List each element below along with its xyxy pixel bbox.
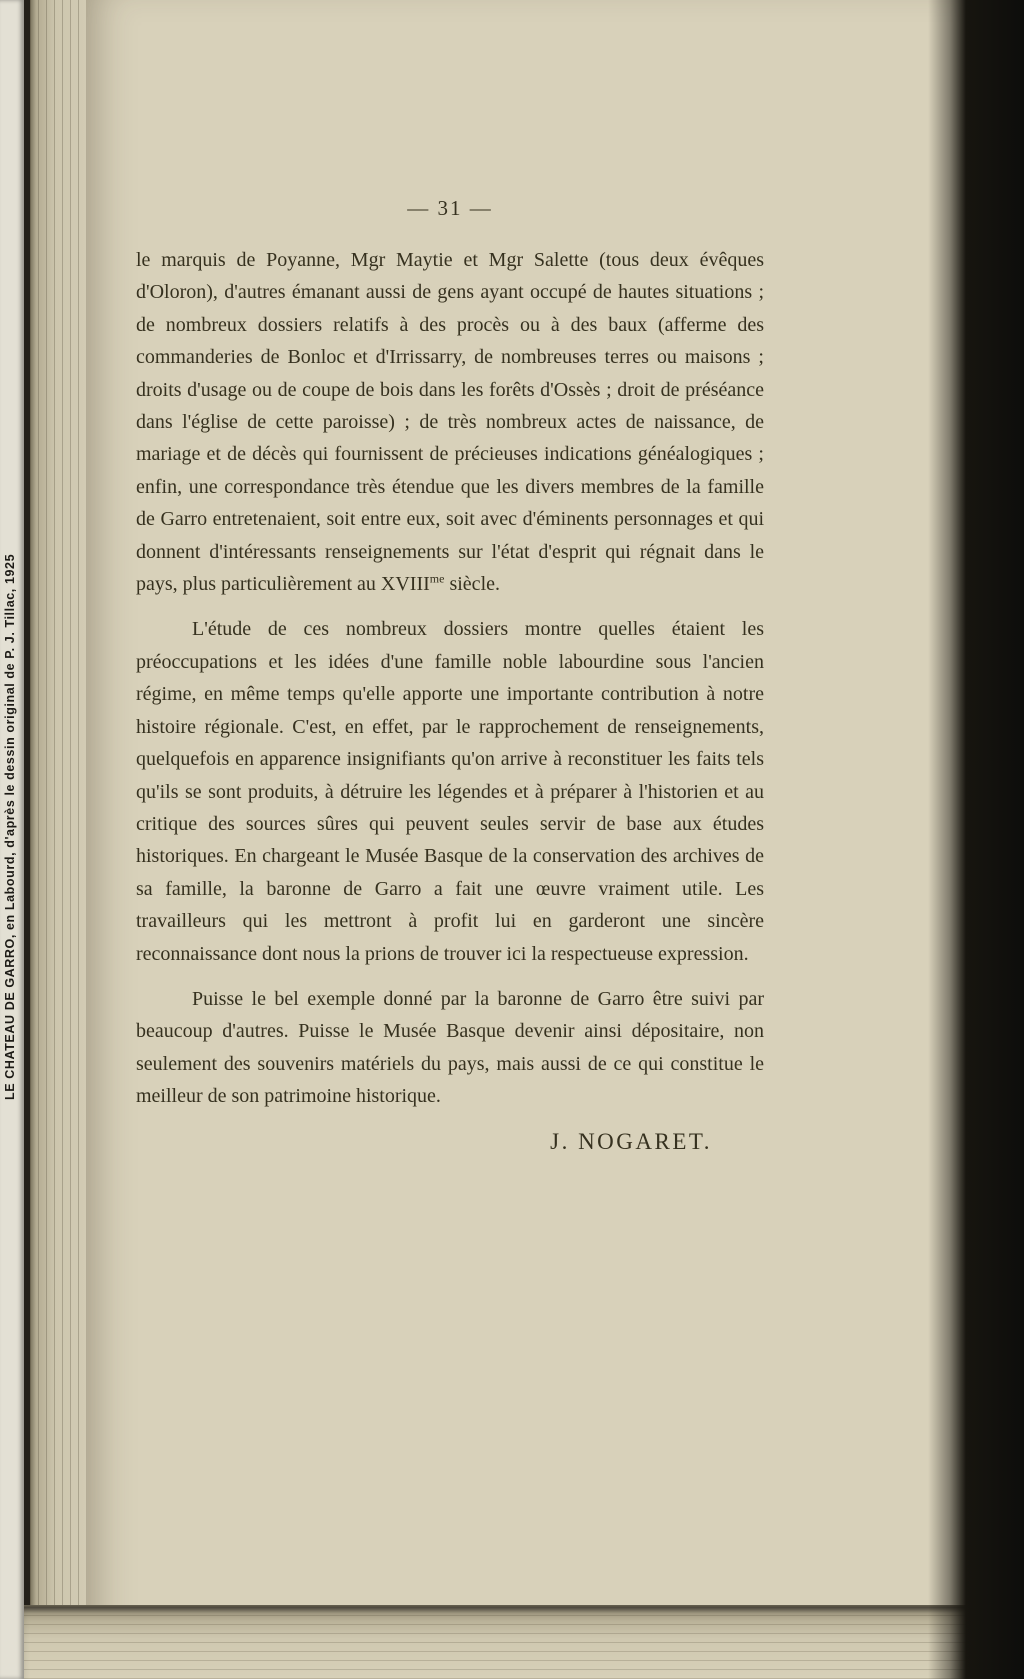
paragraph-1	[136, 244, 764, 600]
author-signature: J. NOGARET.	[550, 1128, 712, 1154]
paragraph-1-tail: siècle.	[444, 573, 500, 596]
left-scan-edge	[0, 0, 30, 1679]
paragraph-3: Puisse le bel exemple donné par la baronne de Garro être suivi par beaucoup d'autres. Puisse le Musée Basque devenir ainsi dépositaire, non seulement des souvenirs matériels du pays, mais aussi de ce qui constitue le meilleur de son patrimoine historique.	[136, 987, 764, 1108]
page-number: — 31 —	[407, 196, 493, 220]
page-edges	[30, 0, 92, 1679]
bottom-page-edge	[24, 1605, 966, 1679]
spine-caption: LE CHATEAU DE GARRO, en Labourd, d'après le dessin original de P. J. Tillac, 1925	[3, 553, 17, 1100]
text-block	[136, 244, 764, 1158]
paragraph-2: L'étude de ces nombreux dossiers montre quelles étaient les préoccupations et les idées d'une famille noble labourdine sous l'ancien régime, en même temps qu'elle apporte une importante contribution à notre histoire régionale. C'est, en effet, par le rapprochement de renseignements, quelquefois en apparence insignifiants qu'on arrive à reconstituer les faits tels qu'ils se sont produits, à détruire les légendes et à préparer à l'historien et au critique des sources sûres qui peuvent seules servir de base aux études historiques. En chargeant le Musée Basque de la conservation des archives de sa famille, la baronne de Garro a fait une œuvre vraiment utile. Les travailleurs qui les mettront à profit lui en garderont une sincère reconnaissance dont nous la prions de trouver ici la respectueuse expression.	[136, 618, 764, 965]
right-scan-shadow	[928, 0, 1024, 1679]
roman-numeral: XVIII	[380, 573, 430, 596]
book-page	[86, 0, 966, 1679]
superscript-ordinal: me	[429, 571, 445, 586]
paragraph-1-text: le marquis de Poyanne, Mgr Maytie et Mgr Salette (tous deux évêques d'Oloron), d'autres émanant aussi de gens ayant occupé de hautes situations ; de nombreux dossiers relatifs à des procès ou à des baux (afferme des commanderies de Bonloc et d'Irrissarry, de nombreuses terres ou maisons ; droits d'usage ou de coupe de bois dans les forêts d'Ossès ; droit de préséance dans l'église de cette paroisse) ; de très nombreux actes de naissance, de mariage et de décès qui fournissent de précieuses indications généalogiques ; enfin, une correspondance très étendue que les divers membres de la famille de Garro entretenaient, soit entre eux, soit avec d'éminents personnages et qui donnent d'intéressants renseignements sur l'état d'esprit qui régnait dans le pays, plus particulièrement au	[136, 249, 764, 596]
